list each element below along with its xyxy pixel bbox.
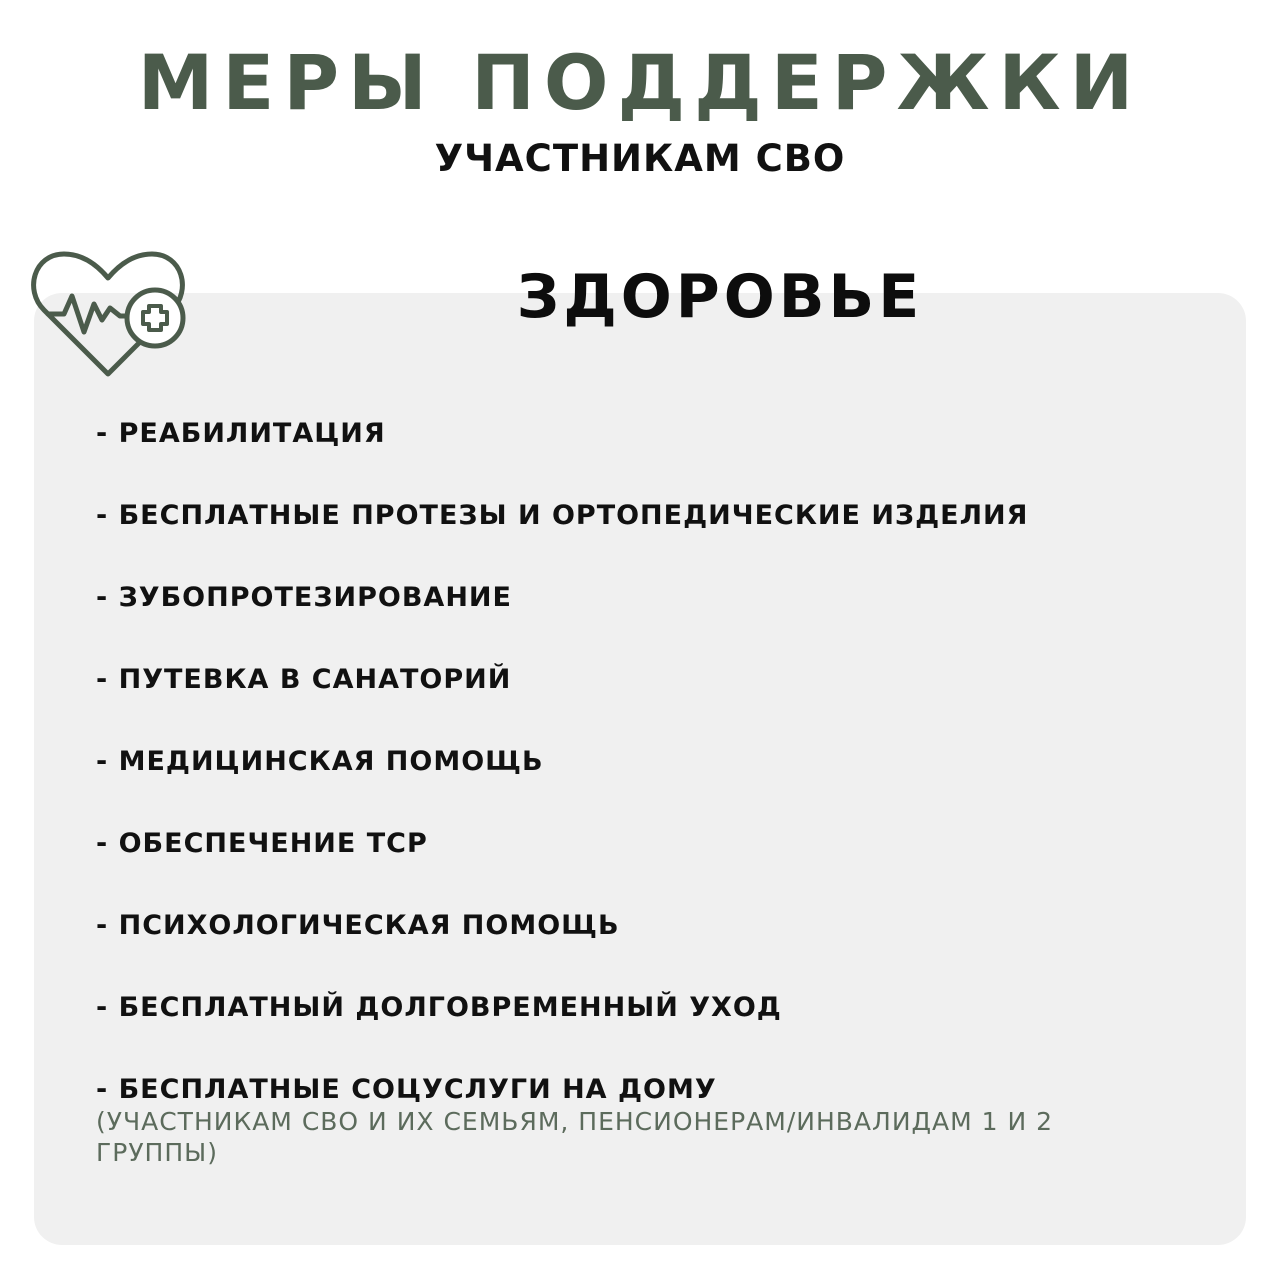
page-title: МЕРЫ ПОДДЕРЖКИ [137,38,1143,127]
list-item: - ЗУБОПРОТЕЗИРОВАНИЕ [96,582,512,613]
list-item: - ОБЕСПЕЧЕНИЕ ТСР [96,828,428,859]
heart-pulse-plus-icon [28,248,190,380]
list-item-note: (УЧАСТНИКАМ СВО И ИХ СЕМЬЯМ, ПЕНСИОНЕРАМ/ИНВАЛИДАМ 1 И 2 ГРУППЫ) [96,1107,1054,1167]
section-heading: ЗДОРОВЬЕ [516,262,924,332]
list-item: - ПУТЕВКА В САНАТОРИЙ [96,664,512,695]
list-item-label: - БЕСПЛАТНЫЕ СОЦУСЛУГИ НА ДОМУ [96,1074,717,1105]
list-item: - БЕСПЛАТНЫЙ ДОЛГОВРЕМЕННЫЙ УХОД [96,992,782,1023]
list-item: - РЕАБИЛИТАЦИЯ [96,418,386,449]
list-item: - МЕДИЦИНСКАЯ ПОМОЩЬ [96,746,544,777]
support-list [96,414,1226,1168]
list-item-last [96,1070,1226,1168]
list-item: - ПСИХОЛОГИЧЕСКАЯ ПОМОЩЬ [96,910,620,941]
list-item: - БЕСПЛАТНЫЕ ПРОТЕЗЫ И ОРТОПЕДИЧЕСКИЕ ИЗДЕЛИЯ [96,500,1029,531]
page-subtitle: УЧАСТНИКАМ СВО [434,137,846,180]
